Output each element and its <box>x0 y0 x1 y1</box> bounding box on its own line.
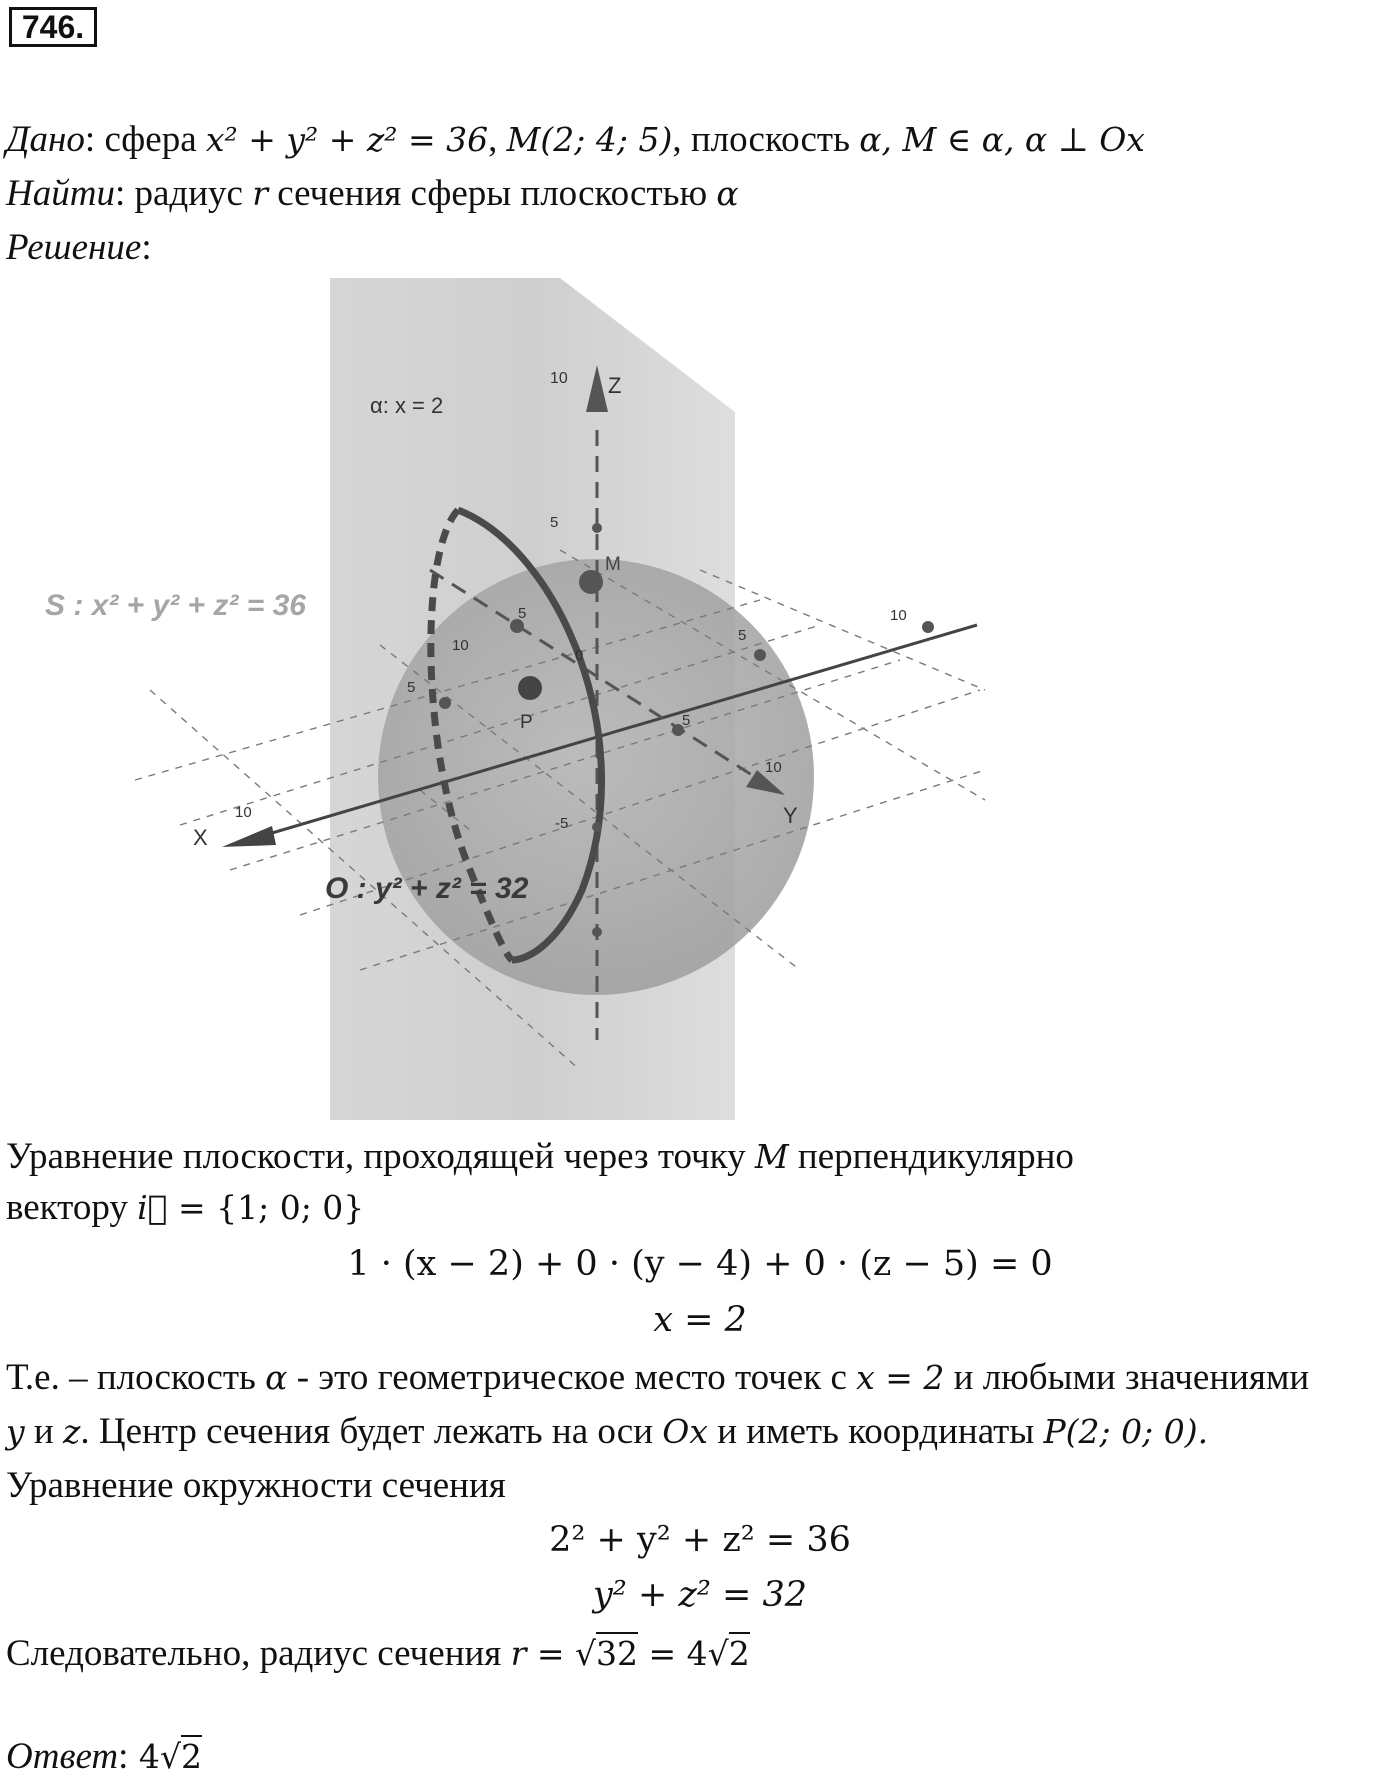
tick-zm5: -5 <box>555 815 569 832</box>
tick-x10: 10 <box>235 804 252 821</box>
circle-label: O : y² + z² = 32 <box>325 872 529 905</box>
solution-label: Решение <box>6 227 142 268</box>
point-m: M(2; 4; 5) <box>506 120 673 159</box>
explanation-line-1: Т.е. – плоскость α - это геометрическое место точек с x = 2 и любыми значениями <box>6 1357 1310 1398</box>
plane-label: α: x = 2 <box>370 393 444 418</box>
given-conditions: α, M ∈ α, α ⊥ Ox <box>859 120 1145 159</box>
axis-y-label: Y <box>783 803 798 828</box>
tick-z10: 10 <box>550 370 568 387</box>
equation-circle: y² + z² = 32 <box>593 1575 807 1615</box>
sphere-section-figure <box>0 270 1400 1130</box>
point-p-dot <box>518 676 542 700</box>
equation-plane: x = 2 <box>653 1300 747 1340</box>
tick-10-back: 10 <box>452 637 469 654</box>
tick-z5: 5 <box>550 514 559 531</box>
answer-line: Ответ: 4√2 <box>6 1736 202 1777</box>
find-line: Найти: радиус r сечения сферы плоскостью α <box>6 173 739 214</box>
point-p-label: P <box>520 712 533 733</box>
tick-yr5: 5 <box>738 627 747 644</box>
solution-line: Решение: <box>6 227 152 268</box>
radius-conclusion: Следовательно, радиус сечения r = √32 = 4√2 <box>6 1633 750 1674</box>
given-label: Дано <box>6 119 85 160</box>
tick-origin: 0 <box>575 647 584 664</box>
explanation-line-2: y и z. Центр сечения будет лежать на оси Ox и иметь координаты P(2; 0; 0). <box>6 1411 1209 1452</box>
tick-yr10: 10 <box>890 607 907 624</box>
sphere-label: S : x² + y² + z² = 36 <box>45 589 306 622</box>
tick-y10: 10 <box>765 759 782 776</box>
plane-eq-line-2: вектору i⃗ = {1; 0; 0} <box>6 1187 365 1228</box>
point-m-label: M <box>605 554 621 575</box>
sphere-equation: x² + y² + z² = 36 <box>205 120 489 159</box>
answer-label: Ответ <box>6 1736 119 1777</box>
tick-yx5: 5 <box>518 605 527 622</box>
equation-plane-expanded: 1 · (x − 2) + 0 · (y − 4) + 0 · (z − 5) = 0 <box>347 1244 1053 1284</box>
axis-z-label: Z <box>608 373 622 398</box>
equation-substituted: 2² + y² + z² = 36 <box>549 1520 851 1560</box>
find-label: Найти <box>6 173 115 214</box>
axis-x-label: X <box>193 825 208 850</box>
tick-x5: 5 <box>407 679 416 696</box>
point-m-dot <box>579 570 603 594</box>
tick-y5: 5 <box>682 712 691 729</box>
problem-number: 746. <box>9 7 97 47</box>
plane-eq-line-1: Уравнение плоскости, проходящей через точку M перпендикулярно <box>6 1136 1074 1177</box>
given-line: Дано: сфера x² + y² + z² = 36, M(2; 4; 5), плоскость α, M ∈ α, α ⊥ Ox <box>6 119 1145 160</box>
circle-eq-heading: Уравнение окружности сечения <box>6 1465 506 1506</box>
